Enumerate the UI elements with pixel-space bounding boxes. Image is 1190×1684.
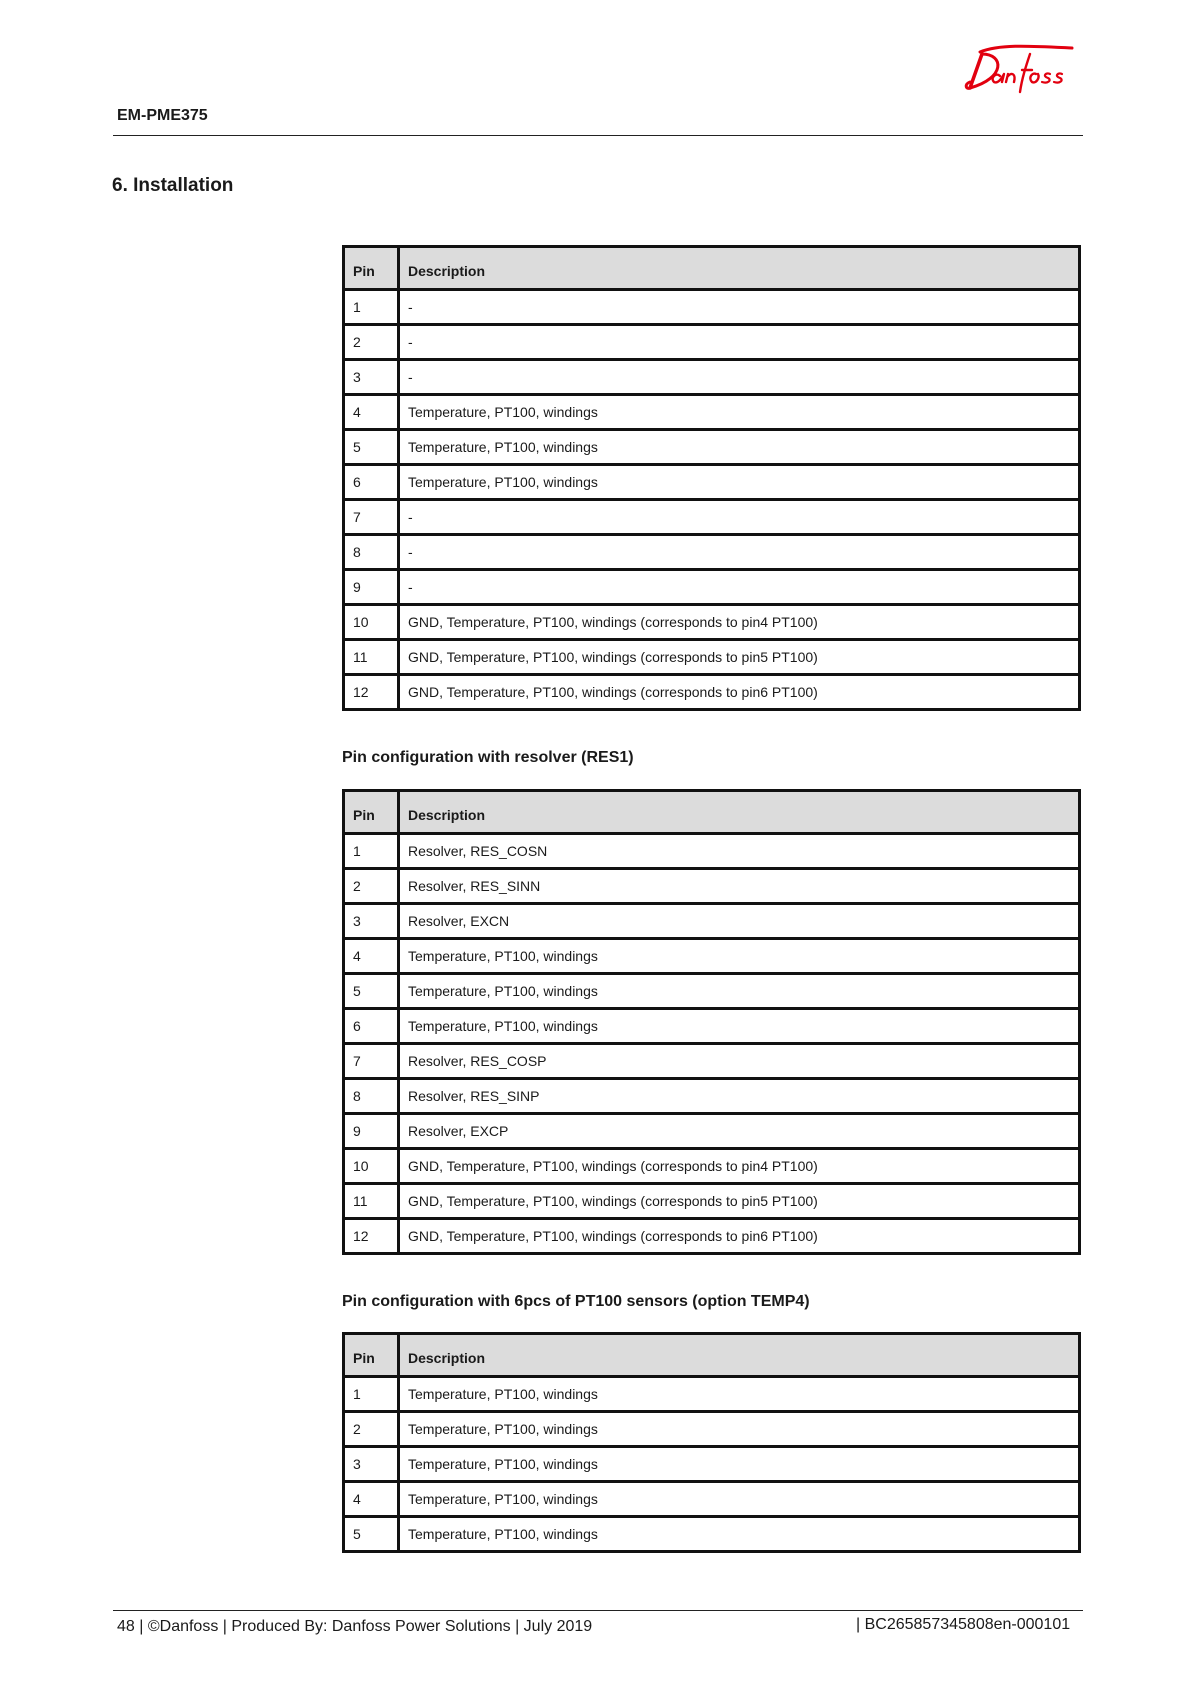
column-header-pin: Pin	[344, 791, 399, 834]
pin-cell: 3	[344, 360, 399, 395]
description-cell: Temperature, PT100, windings	[399, 974, 1080, 1009]
pin-cell: 12	[344, 675, 399, 710]
pin-cell: 6	[344, 465, 399, 500]
description-cell: Temperature, PT100, windings	[399, 395, 1080, 430]
description-cell: Temperature, PT100, windings	[399, 1377, 1080, 1412]
pin-cell: 9	[344, 570, 399, 605]
table-row	[344, 500, 1080, 535]
pin-cell: 5	[344, 430, 399, 465]
table-caption: Pin configuration with resolver (RES1)	[342, 749, 634, 766]
description-cell: Temperature, PT100, windings	[399, 465, 1080, 500]
table-row	[344, 290, 1080, 325]
table-row	[344, 904, 1080, 939]
pin-cell: 1	[344, 1377, 399, 1412]
pin-cell: 5	[344, 1517, 399, 1552]
column-header-description: Description	[399, 1334, 1080, 1377]
pin-cell: 10	[344, 605, 399, 640]
pin-cell: 8	[344, 1079, 399, 1114]
description-cell: Resolver, EXCN	[399, 904, 1080, 939]
description-cell: Temperature, PT100, windings	[399, 1447, 1080, 1482]
description-cell: Resolver, RES_SINN	[399, 869, 1080, 904]
description-cell: Resolver, RES_COSN	[399, 834, 1080, 869]
pin-cell: 10	[344, 1149, 399, 1184]
pin-cell: 2	[344, 325, 399, 360]
pin-cell: 4	[344, 395, 399, 430]
table-row	[344, 535, 1080, 570]
danfoss-logo	[960, 44, 1080, 96]
column-header-description: Description	[399, 791, 1080, 834]
pin-cell: 4	[344, 939, 399, 974]
table-row	[344, 1412, 1080, 1447]
document-code: EM-PME375	[117, 107, 208, 124]
table-row	[344, 1114, 1080, 1149]
description-cell: Resolver, EXCP	[399, 1114, 1080, 1149]
pin-cell: 11	[344, 640, 399, 675]
table-row	[344, 1184, 1080, 1219]
pin-cell: 7	[344, 500, 399, 535]
table-header-row	[344, 1334, 1080, 1377]
table-row	[344, 1009, 1080, 1044]
description-cell: Temperature, PT100, windings	[399, 430, 1080, 465]
description-cell: GND, Temperature, PT100, windings (corresponds to pin5 PT100)	[399, 1184, 1080, 1219]
pin-cell: 1	[344, 290, 399, 325]
pin-cell: 2	[344, 869, 399, 904]
table-caption: Pin configuration with 6pcs of PT100 sensors (option TEMP4)	[342, 1293, 810, 1310]
pin-cell: 5	[344, 974, 399, 1009]
pin-cell: 3	[344, 904, 399, 939]
footer-rule	[113, 1610, 1083, 1611]
description-cell: Resolver, RES_COSP	[399, 1044, 1080, 1079]
description-cell: Temperature, PT100, windings	[399, 1412, 1080, 1447]
description-cell: -	[399, 290, 1080, 325]
pin-cell: 11	[344, 1184, 399, 1219]
pin-cell: 7	[344, 1044, 399, 1079]
description-cell: GND, Temperature, PT100, windings (corresponds to pin5 PT100)	[399, 640, 1080, 675]
table-row	[344, 395, 1080, 430]
pin-table-1	[342, 245, 1081, 711]
table-row	[344, 974, 1080, 1009]
pin-cell: 1	[344, 834, 399, 869]
footer-page-info: 48 | ©Danfoss | Produced By: Danfoss Power Solutions | July 2019	[117, 1618, 593, 1635]
description-cell: -	[399, 570, 1080, 605]
table-row	[344, 570, 1080, 605]
pin-cell: 9	[344, 1114, 399, 1149]
column-header-description: Description	[399, 247, 1080, 290]
description-cell: -	[399, 535, 1080, 570]
table-row	[344, 325, 1080, 360]
table-row	[344, 1447, 1080, 1482]
description-cell: GND, Temperature, PT100, windings (corresponds to pin4 PT100)	[399, 605, 1080, 640]
pin-table-3	[342, 1332, 1081, 1553]
pin-cell: 4	[344, 1482, 399, 1517]
pin-cell: 12	[344, 1219, 399, 1254]
description-cell: -	[399, 360, 1080, 395]
pin-cell: 8	[344, 535, 399, 570]
description-cell: Temperature, PT100, windings	[399, 1517, 1080, 1552]
table-row	[344, 430, 1080, 465]
table-row	[344, 1219, 1080, 1254]
description-cell: Resolver, RES_SINP	[399, 1079, 1080, 1114]
table-row	[344, 1149, 1080, 1184]
description-cell: GND, Temperature, PT100, windings (corresponds to pin4 PT100)	[399, 1149, 1080, 1184]
description-cell: GND, Temperature, PT100, windings (corresponds to pin6 PT100)	[399, 675, 1080, 710]
column-header-pin: Pin	[344, 247, 399, 290]
header-rule	[113, 135, 1083, 136]
description-cell: GND, Temperature, PT100, windings (corresponds to pin6 PT100)	[399, 1219, 1080, 1254]
table-header-row	[344, 247, 1080, 290]
table-row	[344, 360, 1080, 395]
table-row	[344, 834, 1080, 869]
column-header-pin: Pin	[344, 1334, 399, 1377]
table-row	[344, 675, 1080, 710]
pin-table-2	[342, 789, 1081, 1255]
table-row	[344, 1044, 1080, 1079]
table-row	[344, 939, 1080, 974]
table-row	[344, 465, 1080, 500]
pin-cell: 6	[344, 1009, 399, 1044]
description-cell: -	[399, 500, 1080, 535]
table-row	[344, 640, 1080, 675]
section-title: 6. Installation	[112, 175, 234, 196]
table-row	[344, 1377, 1080, 1412]
description-cell: Temperature, PT100, windings	[399, 1482, 1080, 1517]
table-row	[344, 1079, 1080, 1114]
footer-document-number: | BC265857345808en-000101	[856, 1616, 1071, 1633]
table-row	[344, 1517, 1080, 1552]
table-row	[344, 869, 1080, 904]
table-header-row	[344, 791, 1080, 834]
table-row	[344, 605, 1080, 640]
description-cell: Temperature, PT100, windings	[399, 1009, 1080, 1044]
pin-cell: 3	[344, 1447, 399, 1482]
pin-cell: 2	[344, 1412, 399, 1447]
table-row	[344, 1482, 1080, 1517]
description-cell: -	[399, 325, 1080, 360]
description-cell: Temperature, PT100, windings	[399, 939, 1080, 974]
